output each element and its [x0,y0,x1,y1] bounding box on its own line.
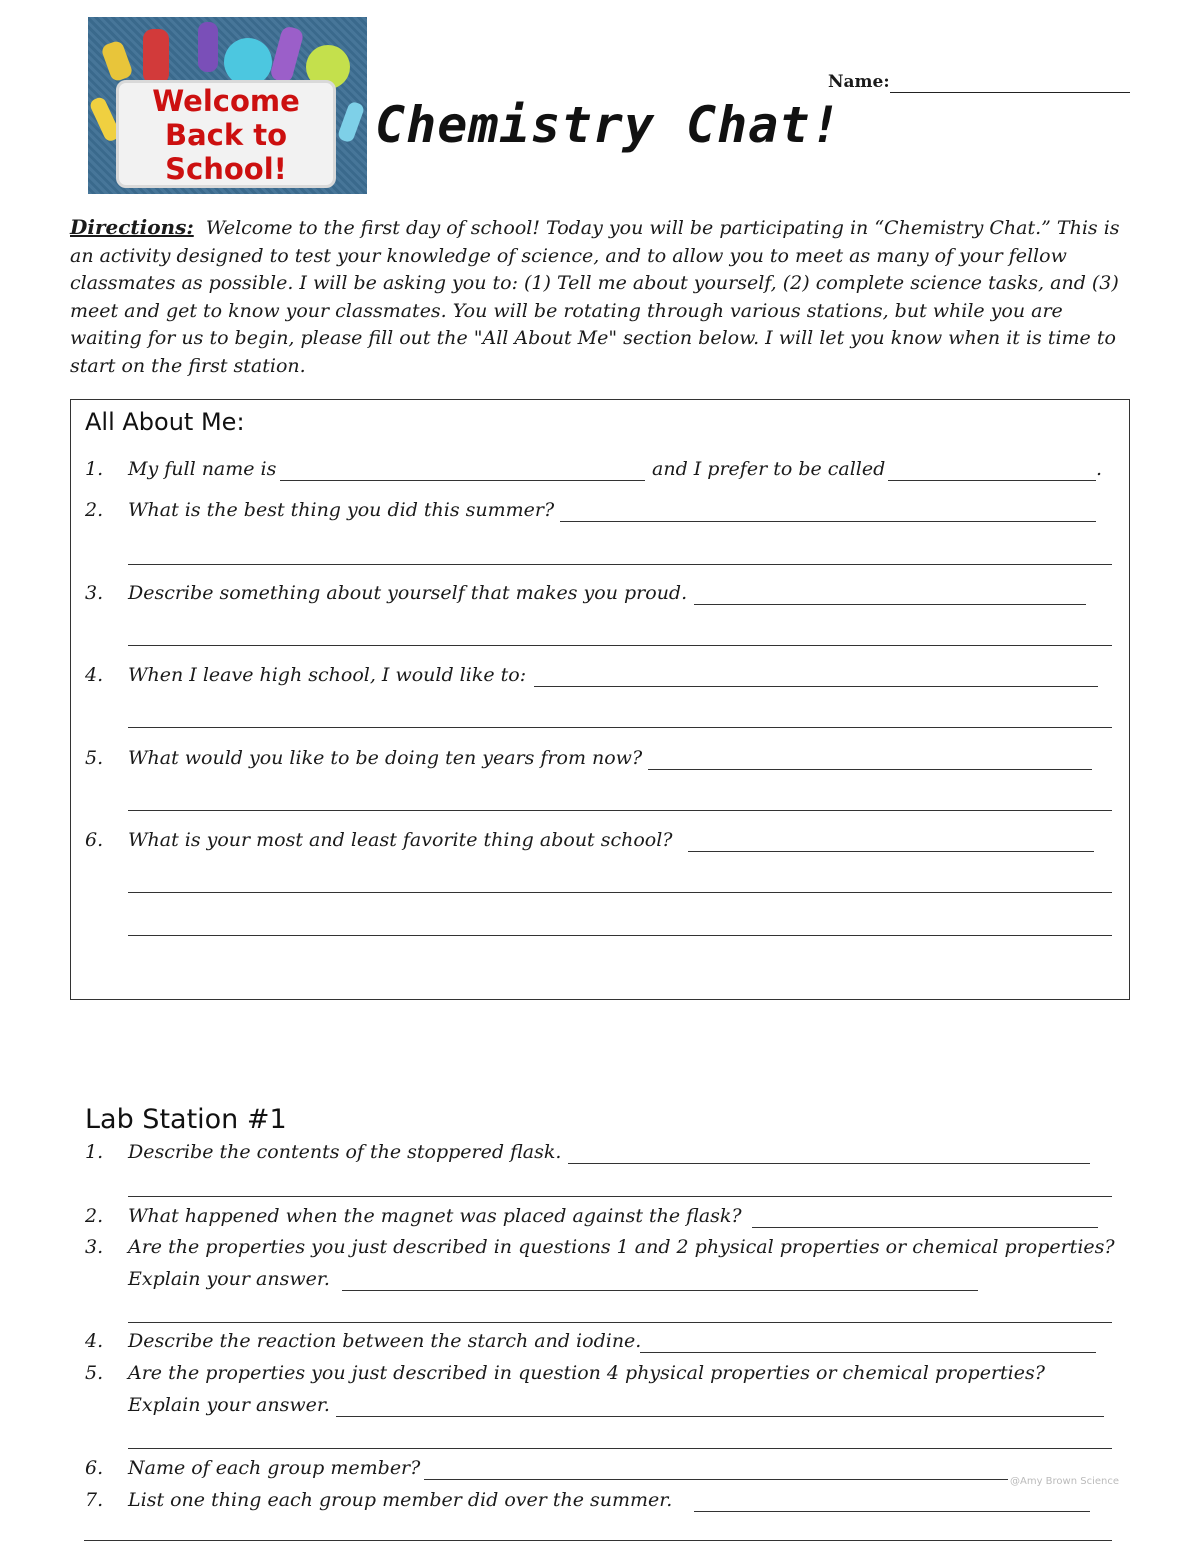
banner-line-3: School! [165,152,287,186]
lab-q1-number: 1. [85,1141,104,1163]
about-q3-answer-line-2[interactable] [128,645,1112,646]
lab-q5-text: Are the properties you just described in question 4 physical properties or chemical properties? [128,1362,1045,1384]
about-q2-answer-line-2[interactable] [128,564,1112,565]
lab-q6-number: 6. [85,1457,104,1479]
lab-q7-answer-line-2[interactable] [84,1540,1112,1541]
about-q3-number: 3. [85,582,104,604]
about-q5-number: 5. [85,747,104,769]
about-q6-answer-line-2[interactable] [128,892,1112,893]
about-q6-number: 6. [85,829,104,851]
lab-q3-answer-line[interactable] [342,1290,978,1291]
directions-heading: Directions: [70,215,194,239]
lab-q3-text: Are the properties you just described in questions 1 and 2 physical properties or chemical properties? [128,1236,1115,1258]
lab-q5-answer-line[interactable] [336,1416,1104,1417]
lab-q1-answer-line[interactable] [568,1163,1090,1164]
about-q4-number: 4. [85,664,104,686]
about-q1-mid: and I prefer to be called [652,458,886,480]
preferred-name-field[interactable] [888,480,1096,481]
lab-q3-number: 3. [85,1236,104,1258]
lab-q3-sub: Explain your answer. [128,1268,330,1290]
lab-q1-answer-line-2[interactable] [128,1196,1112,1197]
about-q4-text: When I leave high school, I would like to: [128,664,527,686]
about-q4-answer-line-2[interactable] [128,727,1112,728]
banner-line-1: Welcome [152,84,300,118]
about-q3-text: Describe something about yourself that makes you proud. [128,582,688,604]
lab-q2-text: What happened when the magnet was placed against the flask? [128,1205,742,1227]
lab-q4-text: Describe the reaction between the starch and iodine. [128,1330,642,1352]
about-q3-answer-line[interactable] [694,604,1086,605]
lab-q6-text: Name of each group member? [128,1457,421,1479]
about-q6-answer-line-3[interactable] [128,935,1112,936]
lab-q5-sub: Explain your answer. [128,1394,330,1416]
lab-q2-answer-line[interactable] [752,1227,1098,1228]
lab-q7-number: 7. [85,1489,104,1511]
about-q2-number: 2. [85,499,104,521]
lab-q1-text: Describe the contents of the stoppered flask. [128,1141,562,1163]
about-q1-text: My full name is [128,458,277,480]
name-label: Name: [828,72,890,92]
about-q2-answer-line[interactable] [560,521,1096,522]
welcome-card [116,80,336,188]
lab-q4-number: 4. [85,1330,104,1352]
copyright-watermark: @Amy Brown Science [1010,1476,1120,1487]
about-q5-answer-line[interactable] [648,769,1092,770]
about-q4-answer-line[interactable] [534,686,1098,687]
lab-q6-answer-line[interactable] [424,1479,1008,1480]
name-field[interactable] [890,92,1130,93]
about-q5-text: What would you like to be doing ten years from now? [128,747,643,769]
banner-line-2: Back to [164,118,288,152]
lab-q2-number: 2. [85,1205,104,1227]
about-q1-number: 1. [85,458,104,480]
about-q6-text: What is your most and least favorite thing about school? [128,829,673,851]
all-about-me-box [70,399,1130,1000]
lab-q3-answer-line-2[interactable] [128,1322,1112,1323]
page-title: Chemistry Chat! [375,96,842,154]
welcome-banner-image [88,17,367,194]
lab-q7-text: List one thing each group member did over the summer. [128,1489,673,1511]
lab-q5-answer-line-2[interactable] [128,1448,1112,1449]
directions-paragraph [70,214,1132,380]
directions-text: Welcome to the first day of school! Today you will be participating in “Chemistry Chat.” This is an activity designed to test your knowledge of science, and to allow you to meet as many of your fellow classmates as possible. I will be asking you to: (1) Tell me about yourself, (2) complete science tasks, and (3) meet and get to know your classmates. You will be rotating through various stations, but while you are waiting for us to begin, please fill out the "All About Me" section below. I will let you know when it is time to start on the first station. [70,217,1120,377]
about-q1-end: . [1096,458,1103,480]
lab-q7-answer-line[interactable] [694,1511,1090,1512]
full-name-field[interactable] [280,480,645,481]
lab-station-title: Lab Station #1 [85,1104,287,1135]
lab-q4-answer-line[interactable] [640,1352,1096,1353]
all-about-me-title: All About Me: [85,408,245,436]
about-q5-answer-line-2[interactable] [128,810,1112,811]
about-q6-answer-line[interactable] [688,851,1094,852]
lab-q5-number: 5. [85,1362,104,1384]
about-q2-text: What is the best thing you did this summer? [128,499,555,521]
